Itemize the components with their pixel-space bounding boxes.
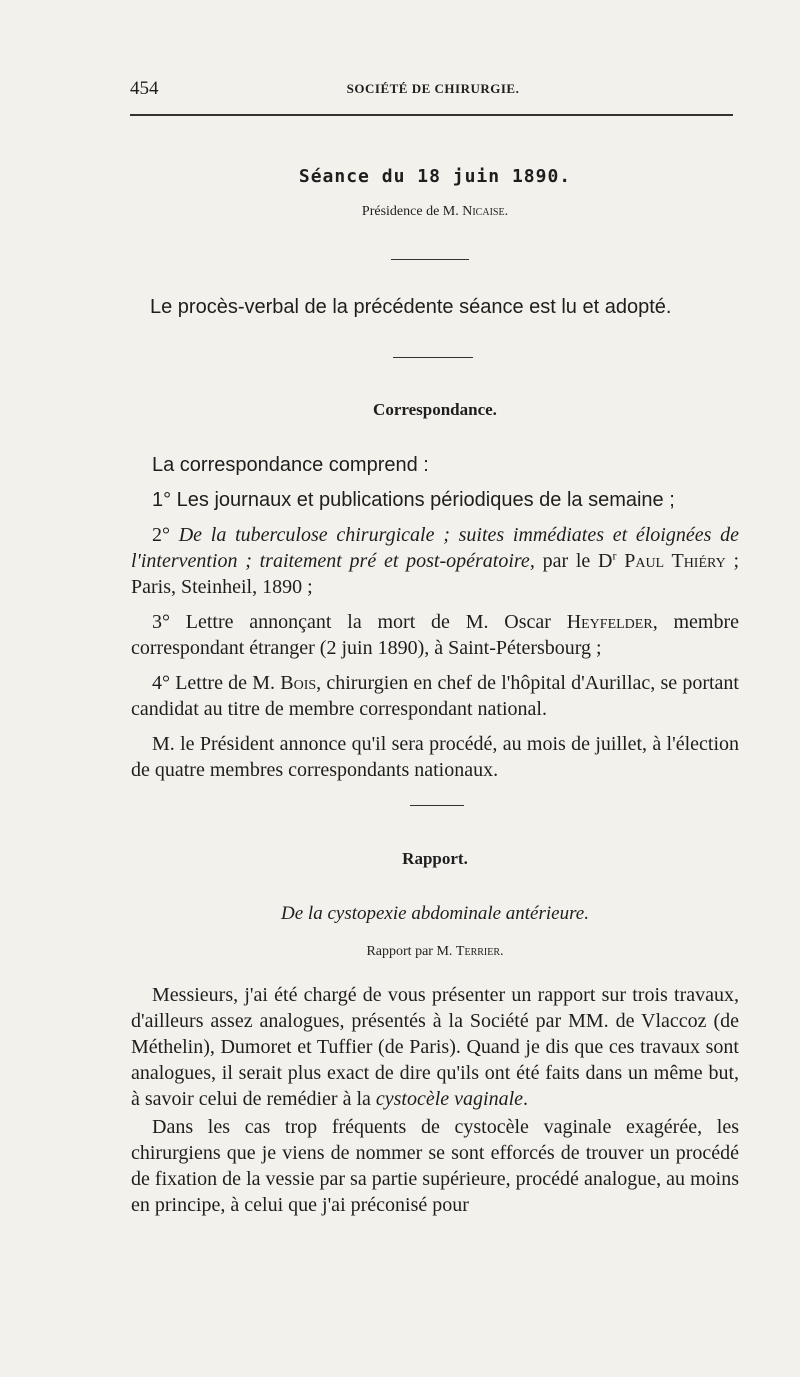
divider-2 bbox=[393, 357, 473, 358]
item4-end: , chirurgien en chef de l'hôpital d'Aurillac, se portant candidat au titre de membre correspondant national. bbox=[131, 672, 739, 720]
item2-title: De la tuberculose chirurgicale ; suites immédiates et éloignées de l'intervention ; traitement pré et post-opératoire, bbox=[131, 524, 740, 572]
correspondance-intro: La correspondance comprend : bbox=[152, 454, 429, 476]
president-announcement: M. le Président annonce qu'il sera procédé, au mois de juillet, à l'élection de quatre membres correspondants nationaux. bbox=[131, 733, 739, 781]
presidence-line bbox=[130, 204, 740, 220]
item4-start: 4° Lettre de M. bbox=[152, 672, 281, 694]
president-name: Nicaise bbox=[462, 204, 505, 219]
item2-by: par le D bbox=[534, 550, 613, 572]
correspondance-item-1: 1° Les journaux et publications périodiques de la semaine ; bbox=[152, 489, 675, 511]
divider-3 bbox=[410, 805, 464, 806]
proces-verbal: Le procès-verbal de la précédente séance est lu et adopté. bbox=[150, 296, 672, 318]
running-header bbox=[128, 78, 738, 102]
divider-1 bbox=[391, 259, 469, 260]
page-number: 454 bbox=[130, 78, 159, 99]
rapport-byline bbox=[130, 944, 740, 960]
item2-author: Paul Thiéry bbox=[616, 550, 726, 572]
header-rule bbox=[130, 114, 733, 116]
byline-suffix: . bbox=[500, 944, 504, 959]
reporter-name: Terrier bbox=[455, 944, 501, 959]
p1-main: Messieurs, j'ai été chargé de vous présenter un rapport sur trois travaux, d'ailleurs assez analogues, présentés à la Société par MM. de Vlaccoz (de Méthelin), Dumoret et Tuffier (de Paris). Quand je dis que ces travaux sont analogues, il serait plus exact de dire qu'ils ont été faits dans un même but, à savoir celui de remédier à la bbox=[131, 984, 739, 1110]
rapport-body bbox=[131, 982, 739, 1227]
correspondance-item-3 bbox=[131, 609, 739, 661]
item2-number: 2° bbox=[152, 524, 179, 546]
presidence-suffix: . bbox=[504, 204, 509, 219]
rapport-heading: Rapport. bbox=[402, 849, 468, 868]
p1-end: . bbox=[523, 1088, 529, 1110]
item3-start: 3° Lettre annonçant la mort de M. Oscar bbox=[152, 611, 567, 633]
byline-prefix: Rapport par M. bbox=[366, 944, 453, 959]
running-title: SOCIÉTÉ DE CHIRURGIE. bbox=[346, 81, 520, 96]
rapport-subtitle: De la cystopexie abdominale antérieure. bbox=[281, 903, 589, 924]
p1-italic: cystocèle vaginale bbox=[375, 1088, 524, 1110]
correspondance-heading: Correspondance. bbox=[373, 400, 497, 419]
item3-name: Heyfelder bbox=[566, 611, 653, 633]
correspondance-item-4 bbox=[131, 670, 739, 722]
item2-end: ; Paris, Steinheil, 1890 ; bbox=[131, 550, 739, 598]
item4-name: Bois bbox=[280, 672, 317, 694]
session-title: Séance du 18 juin 1890. bbox=[298, 166, 572, 187]
correspondance-body bbox=[131, 452, 739, 792]
rapport-paragraph-2: Dans les cas trop fréquents de cystocèle vaginale exagérée, les chirurgiens que je viens de nommer se sont efforcés de trouver un procédé de fixation de la vessie par sa partie supérieure, procédé analogue, au moins en principe, à celui que j'ai préconisé pour bbox=[131, 1116, 739, 1216]
item2-by-sup: r bbox=[612, 548, 617, 563]
rapport-paragraph-1 bbox=[131, 982, 739, 1112]
presidence-prefix: Présidence de M. bbox=[361, 204, 459, 219]
correspondance-item-2 bbox=[131, 522, 739, 600]
item3-end: , membre correspondant étranger (2 juin 1890), à Saint-Pétersbourg ; bbox=[131, 611, 739, 659]
